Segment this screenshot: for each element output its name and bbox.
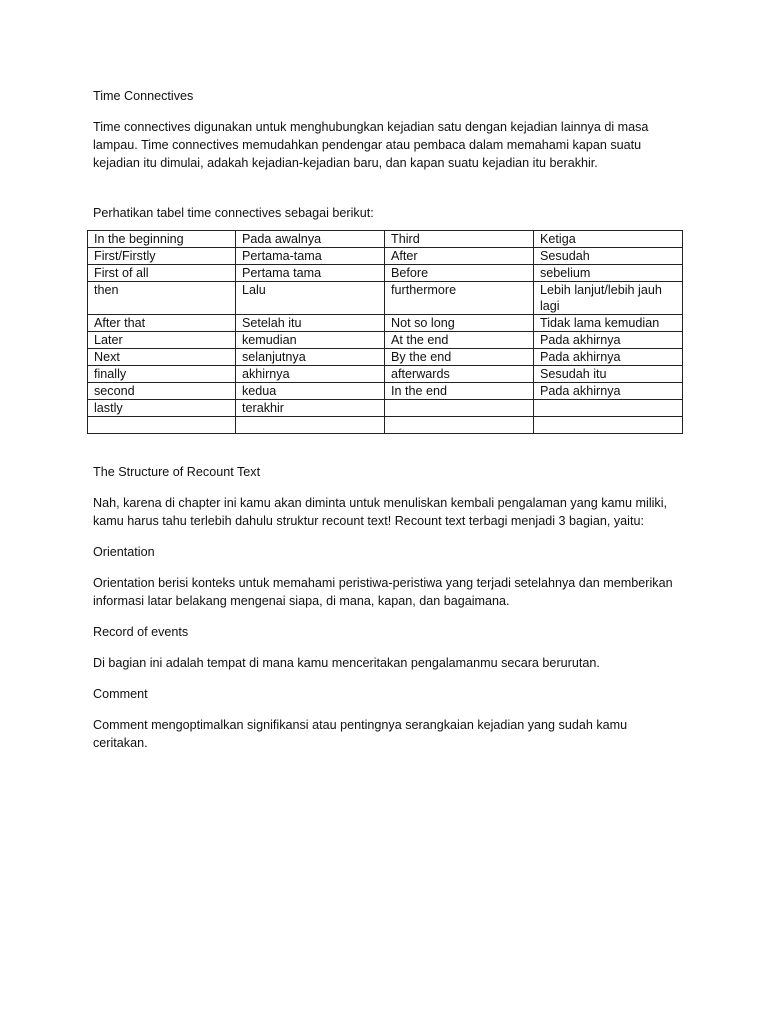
table-row <box>88 231 683 248</box>
page-title: Time Connectives <box>93 89 194 103</box>
table-cell: In the end <box>385 383 534 400</box>
section-title-structure: The Structure of Recount Text <box>93 465 261 479</box>
section-heading-comment: Comment <box>93 687 148 701</box>
time-connectives-table <box>87 230 683 434</box>
table-cell: second <box>88 383 236 400</box>
table-cell: sebelium <box>534 265 683 282</box>
table-cell: furthermore <box>385 282 534 315</box>
structure-intro: Nah, karena di chapter ini kamu akan diminta untuk menuliskan kembali pengalaman yang kamu miliki, kamu harus tahu terlebih dahulu struktur recount text! Recount text terbagi menjadi 3 bagian, yaitu: <box>93 496 668 528</box>
table-cell: Later <box>88 332 236 349</box>
table-cell: Lebih lanjut/lebih jauh lagi <box>534 282 683 315</box>
table-cell: In the beginning <box>88 231 236 248</box>
table-cell: Pada akhirnya <box>534 349 683 366</box>
table-cell: After that <box>88 315 236 332</box>
table-row <box>88 248 683 265</box>
table-cell: Pertama-tama <box>236 248 385 265</box>
table-cell: By the end <box>385 349 534 366</box>
table-cell: Before <box>385 265 534 282</box>
table-cell: kemudian <box>236 332 385 349</box>
table-cell: then <box>88 282 236 315</box>
table-cell: akhirnya <box>236 366 385 383</box>
table-cell: Next <box>88 349 236 366</box>
table-cell <box>534 400 683 417</box>
section-body-orientation: Orientation berisi konteks untuk memahami peristiwa-peristiwa yang terjadi setelahnya dan memberikan informasi latar belakang mengenai siapa, di mana, kapan, dan bagaimana. <box>93 576 673 608</box>
table-row <box>88 332 683 349</box>
table-cell: Pada akhirnya <box>534 383 683 400</box>
table-cell: Pada akhirnya <box>534 332 683 349</box>
table-cell: Sesudah <box>534 248 683 265</box>
intro-paragraph: Time connectives digunakan untuk menghubungkan kejadian satu dengan kejadian lainnya di masa lampau. Time connectives memudahkan pendengar atau pembaca dalam memahami kapan suatu kejadian itu dimulai, adakah kejadian-kejadian baru, dan kapan suatu kejadian itu berakhir. <box>93 120 649 170</box>
table-row <box>88 366 683 383</box>
table-cell: Setelah itu <box>236 315 385 332</box>
table-cell: kedua <box>236 383 385 400</box>
table-row <box>88 349 683 366</box>
table-cell: finally <box>88 366 236 383</box>
table-cell <box>385 417 534 434</box>
table-row <box>88 400 683 417</box>
table-cell: Not so long <box>385 315 534 332</box>
table-row <box>88 282 683 315</box>
section-body-comment: Comment mengoptimalkan signifikansi atau pentingnya serangkaian kejadian yang sudah kamu ceritakan. <box>93 718 628 750</box>
table-intro: Perhatikan tabel time connectives sebagai berikut: <box>93 206 374 220</box>
table-cell: First/Firstly <box>88 248 236 265</box>
table-cell: Third <box>385 231 534 248</box>
table-row <box>88 265 683 282</box>
table-cell: Pada awalnya <box>236 231 385 248</box>
section-heading-orientation: Orientation <box>93 545 155 559</box>
table-cell: Tidak lama kemudian <box>534 315 683 332</box>
table-cell: Lalu <box>236 282 385 315</box>
table-cell: selanjutnya <box>236 349 385 366</box>
table-cell <box>385 400 534 417</box>
table-cell: First of all <box>88 265 236 282</box>
table-cell: afterwards <box>385 366 534 383</box>
table-cell <box>534 417 683 434</box>
table-cell <box>236 417 385 434</box>
table-cell: lastly <box>88 400 236 417</box>
section-body-record-of-events: Di bagian ini adalah tempat di mana kamu menceritakan pengalamanmu secara berurutan. <box>93 656 600 670</box>
table-cell: At the end <box>385 332 534 349</box>
table-cell <box>88 417 236 434</box>
table-cell: Ketiga <box>534 231 683 248</box>
table-row <box>88 383 683 400</box>
table-row <box>88 315 683 332</box>
table-cell: terakhir <box>236 400 385 417</box>
table-cell: Sesudah itu <box>534 366 683 383</box>
table-cell: Pertama tama <box>236 265 385 282</box>
document-body <box>93 87 683 752</box>
table-row <box>88 417 683 434</box>
table-cell: After <box>385 248 534 265</box>
section-heading-record-of-events: Record of events <box>93 625 189 639</box>
